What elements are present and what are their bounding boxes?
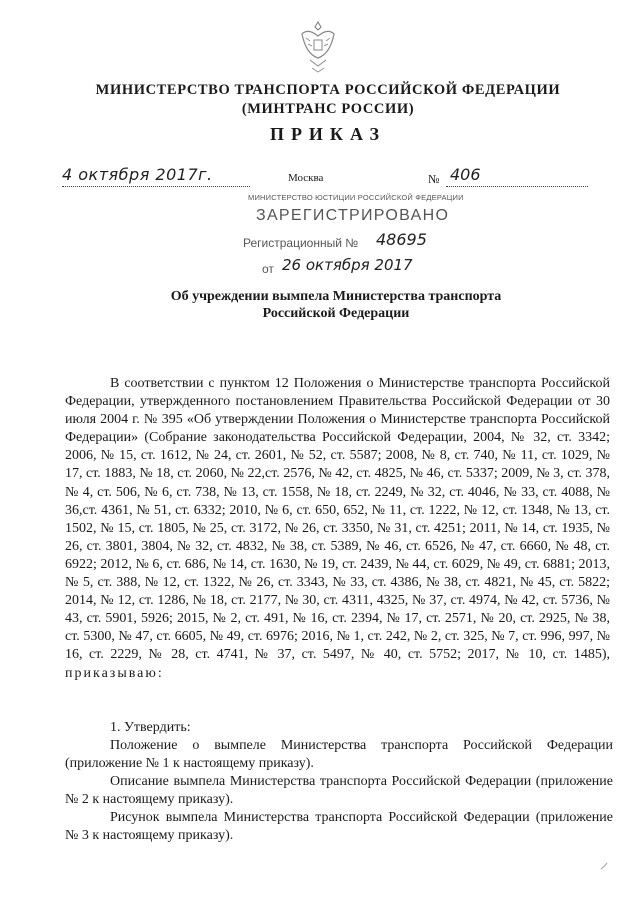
document-title-line2: Российской Федерации — [262, 306, 410, 321]
ministry-short-name: (МИНТРАНС РОССИИ) — [241, 101, 415, 117]
document-title-line1: Об учреждении вымпела Министерства транспорта — [170, 289, 502, 304]
stamp-ministry: МИНИСТЕРСТВО ЮСТИЦИИ РОССИЙСКОЙ ФЕДЕРАЦИИ — [248, 193, 464, 202]
order-date: 4 октября 2017г. — [62, 165, 213, 184]
stamp-registered: ЗАРЕГИСТРИРОВАНО — [256, 207, 450, 224]
item-1-drawing: Рисунок вымпела Министерства транспорта Российской Федерации (приложение № 3 к настоящему приказу). — [65, 810, 613, 843]
city-label: Москва — [288, 172, 324, 184]
page-corner-mark — [600, 862, 608, 870]
stamp-date-label: от — [262, 262, 274, 276]
stamp-reg-label: Регистрационный № — [243, 236, 359, 250]
number-underline — [446, 186, 588, 187]
coat-of-arms-emblem — [296, 18, 340, 74]
preamble-text: В соответствии с пунктом 12 Положения о Министерстве транспорта Российской Федерации, утвержденного постановлением Правительства Российской Федерации от 30 июля 2004 г. № 395 «Об утверждении Положения о Министерстве транспорта Российской Федерации» (Собрание законодательства Российской Федерации, 2004, № 32, ст. 3342; 2006, № 15, ст. 1612, № 24, ст. 2601, № 52, ст. 5587; 2008, № 8, ст. 740, № 11, ст. 1029, № 17, ст. 1883, № 18, ст. 2060, № 22,ст. 2576, № 42, ст. 4825, № 46, ст. 5337; 2009, № 3, ст. 378, № 4, ст. 506, № 6, ст. 738, № 13, ст. 1558, № 18, ст. 2249, № 32, ст. 4046, № 33, ст. 4088, № 36,ст. 4361, № 51, ст. 6332; 2010, № 6, ст. 650, 652, № 11, ст. 1222, № 12, ст. 1348, № 13, ст. 1502, № 15, ст. 1805, № 25, ст. 3172, № 26, ст. 3350, № 31, ст. 4251; 2011, № 14, ст. 1935, № 26, ст. 3801, 3804, № 32, ст. 4832, № 38, ст. 5389, № 46, ст. 6526, № 47, ст. 6660, № 48, ст. 6922; 2012, № 6, ст. 686, № 14, ст. 1630, № 19, ст. 2439, № 44, ст. 6029, № 49, ст. 6881; 2013, № 5, ст. 388, № 12, ст. 1322, № 26, ст. 3343, № 33, ст. 4386, № 38, ст. 4821, № 45, ст. 5822; 2014, № 12, ст. 1286, № 18, ст. 2177, № 30, ст. 4311, 4325, № 37, ст. 4974, № 42, ст. 5736, № 43, ст. 5901, 5926; 2015, № 2, ст. 491, № 16, ст. 2394, № 17, ст. 2571, № 20, ст. 2925, № 38, ст. 5300, № 47, ст. 6605, № 49, ст. 6976; 2016, № 1, ст. 242, № 2, ст. 325, № 7, ст. 996, 997, № 16, ст. 2229, № 28, ст. 4741, № 37, ст. 5497, № 40, ст. 5752; 2017, № 10, ст. 1485), — [65, 376, 610, 663]
item-1-description: Описание вымпела Министерства транспорта Российской Федерации (приложение № 2 к настоящему приказу). — [65, 774, 613, 807]
stamp-reg-number: 48695 — [376, 230, 427, 249]
preamble-paragraph — [65, 375, 610, 683]
order-number: 406 — [450, 165, 481, 184]
number-sign: № — [428, 172, 440, 186]
item-1-heading: 1. Утвердить: — [110, 720, 191, 735]
stamp-reg-date: 26 октября 2017 — [282, 256, 413, 274]
date-underline — [62, 186, 250, 187]
order-word: приказываю: — [65, 665, 164, 681]
item-1-regulation: Положение о вымпеле Министерства транспорта Российской Федерации (приложение № 1 к настоящему приказу). — [65, 738, 613, 771]
ministry-name: МИНИСТЕРСТВО ТРАНСПОРТА РОССИЙСКОЙ ФЕДЕРАЦИИ — [95, 82, 561, 98]
document-type-heading: ПРИКАЗ — [269, 124, 387, 144]
